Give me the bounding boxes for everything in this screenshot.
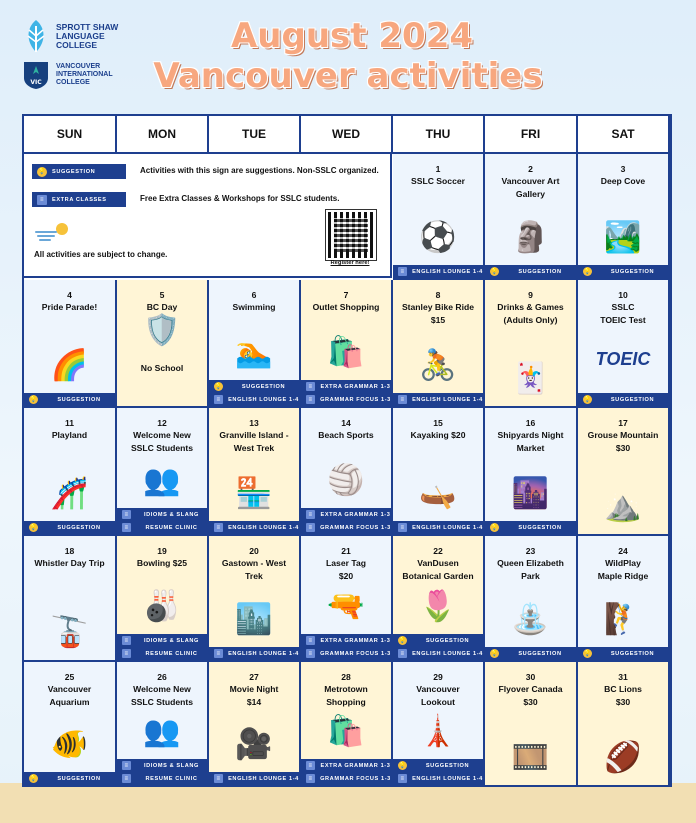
qr-code[interactable]	[326, 210, 376, 260]
class-tag	[117, 508, 207, 521]
class-tag	[117, 647, 207, 660]
lightbulb-icon: 💡	[29, 525, 38, 531]
tag-label: ENGLISH LOUNGE 1-4	[228, 524, 299, 531]
tag-label: ENGLISH LOUNGE 1-4	[412, 268, 483, 275]
activity-label: Vancouver Art	[501, 176, 560, 186]
document-icon: ≡	[122, 774, 131, 783]
tag-label: SUGGESTION	[425, 637, 470, 644]
document-icon: ≡	[306, 382, 315, 391]
tag-label: GRAMMAR FOCUS 1-3	[320, 524, 391, 531]
tag-label: ENGLISH LOUNGE 1-4	[412, 775, 483, 782]
activity-label: WildPlay	[605, 558, 641, 568]
class-tag	[393, 647, 483, 660]
document-icon: ≡	[306, 636, 315, 645]
tag-label: ENGLISH LOUNGE 1-4	[412, 396, 483, 403]
lightbulb-icon: 💡	[490, 651, 499, 657]
weekday-fri: FRI	[485, 116, 578, 154]
day-cell-11[interactable]	[24, 408, 117, 536]
day-number: 12	[157, 418, 167, 428]
activity-label: Queen Elizabeth	[497, 558, 564, 568]
activity-detail: SSLC Students	[130, 443, 194, 453]
class-tag	[117, 521, 207, 534]
class-tag	[393, 393, 483, 406]
activity-label: Welcome New	[133, 684, 191, 694]
day-cell-18[interactable]	[24, 536, 117, 662]
class-tag	[301, 647, 391, 660]
activity-image: 🚡	[50, 616, 89, 649]
tag-label: SUGGESTION	[610, 268, 655, 275]
day-number: 18	[64, 546, 75, 556]
class-tag	[301, 634, 391, 647]
document-icon: ≡	[122, 510, 131, 519]
activity-detail: Market	[516, 443, 545, 453]
tag-label: ENGLISH LOUNGE 1-4	[412, 650, 483, 657]
suggestion-tag	[485, 521, 576, 534]
day-cell-19[interactable]	[117, 536, 209, 662]
document-icon: ≡	[398, 395, 407, 404]
activity-label: SSLC	[611, 302, 635, 312]
activity-image: 🌆	[511, 477, 550, 510]
suggestion-tag	[24, 393, 115, 406]
activity-image: 🌈	[50, 349, 89, 382]
activity-detail: $30	[615, 697, 631, 707]
day-cell-1[interactable]	[393, 154, 485, 280]
activity-label: Stanley Bike Ride	[401, 302, 475, 312]
activity-image: 🌷	[419, 590, 457, 623]
day-number: 29	[433, 672, 443, 682]
activity-image: 🐠	[50, 728, 89, 761]
activity-image: 🧗	[604, 603, 642, 636]
activity-image: 👥	[143, 464, 181, 497]
activity-image: 👥	[143, 715, 181, 748]
day-cell-9[interactable]	[485, 280, 578, 408]
document-icon: ≡	[306, 649, 315, 658]
day-number: 20	[249, 546, 259, 556]
activity-image: 🛍️	[327, 336, 365, 369]
activity-image: 🛍️	[327, 715, 365, 748]
document-icon: ≡	[398, 267, 407, 276]
tag-label: GRAMMAR FOCUS 1-3	[320, 396, 391, 403]
day-number: 19	[157, 546, 167, 556]
activity-image: TOEIC	[595, 349, 651, 369]
activity-label: Kayaking $20	[410, 430, 466, 440]
vic-name: VANCOUVER INTERNATIONAL COLLEGE	[56, 63, 113, 86]
suggestion-tag	[578, 393, 668, 406]
lightbulb-icon: 💡	[214, 384, 223, 390]
legend-change-note: All activities are subject to change.	[34, 250, 168, 259]
weekday-mon: MON	[117, 116, 209, 154]
suggestion-tag	[24, 521, 115, 534]
tag-label: GRAMMAR FOCUS 1-3	[320, 650, 391, 657]
class-tag	[301, 772, 391, 785]
activity-label: Grouse Mountain	[587, 430, 659, 440]
activity-image: 🏈	[604, 741, 642, 774]
activity-label: Swimming	[232, 302, 276, 312]
activity-label: Outlet Shopping	[312, 302, 380, 312]
class-tag	[301, 521, 391, 534]
document-icon: ≡	[214, 774, 223, 783]
activity-detail: Lookout	[421, 697, 455, 707]
activity-label: Pride Parade!	[41, 302, 98, 312]
day-number: 14	[341, 418, 351, 428]
document-icon: ≡	[37, 195, 47, 205]
class-tag	[209, 647, 299, 660]
day-cell-25[interactable]	[24, 662, 117, 787]
activity-image: 🏊	[235, 336, 273, 369]
activity-image: 🎞️	[511, 741, 550, 774]
day-number: 10	[618, 290, 628, 300]
tag-label: ENGLISH LOUNGE 1-4	[228, 396, 299, 403]
suggestion-tag	[485, 647, 576, 660]
title-subtitle: Vancouver activities	[153, 56, 543, 96]
activity-detail: TOEIC Test	[600, 315, 646, 325]
tag-label: SUGGESTION	[518, 650, 562, 657]
tag-label: SUGGESTION	[518, 268, 562, 275]
activity-label: Vancouver	[47, 684, 92, 694]
title-month: August 2024	[230, 16, 474, 56]
document-icon: ≡	[306, 774, 315, 783]
day-cell-5[interactable]	[117, 280, 209, 408]
activity-detail: Maple Ridge	[597, 571, 649, 581]
tag-label: EXTRA GRAMMAR 1-3	[320, 762, 391, 769]
activity-detail: Aquarium	[49, 697, 90, 707]
day-cell-7[interactable]	[301, 280, 393, 408]
tag-label: SUGGESTION	[610, 396, 655, 403]
activity-label: Laser Tag	[326, 558, 366, 568]
day-number: 5	[159, 290, 165, 300]
tag-label: SUGGESTION	[57, 775, 101, 782]
activity-detail: No School	[140, 363, 184, 373]
suggestion-tag	[24, 772, 115, 785]
activity-label: Deep Cove	[600, 176, 646, 186]
day-cell-30[interactable]	[485, 662, 578, 787]
svg-text:VIC: VIC	[30, 79, 42, 86]
document-icon: ≡	[306, 761, 315, 770]
activity-label: VanDusen	[417, 558, 459, 568]
day-cell-12[interactable]	[117, 408, 209, 536]
activity-image: 🗼	[419, 715, 457, 748]
lightbulb-icon: 💡	[29, 397, 38, 403]
document-icon: ≡	[398, 774, 407, 783]
register-link[interactable]: Register here!	[330, 260, 370, 266]
day-number: 16	[525, 418, 536, 428]
day-cell-2[interactable]	[485, 154, 578, 280]
day-cell-16[interactable]	[485, 408, 578, 536]
day-number: 11	[64, 418, 75, 428]
activity-image: 🛡️	[143, 314, 181, 347]
day-number: 7	[343, 290, 349, 300]
activity-detail: (Adults Only)	[503, 315, 558, 325]
activity-image: 🗿	[511, 221, 550, 254]
class-tag	[209, 521, 299, 534]
day-number: 3	[620, 164, 626, 174]
document-icon: ≡	[398, 523, 407, 532]
activity-label: Welcome New	[133, 430, 191, 440]
activity-detail: $20	[338, 571, 354, 581]
day-number: 22	[433, 546, 443, 556]
tag-label: SUGGESTION	[57, 396, 101, 403]
document-icon: ≡	[122, 636, 131, 645]
suggestion-tag	[485, 265, 576, 278]
document-icon: ≡	[122, 649, 131, 658]
day-number: 6	[251, 290, 257, 300]
activity-label: Shipyards Night	[497, 430, 564, 440]
activity-detail: $30	[615, 443, 631, 453]
document-icon: ≡	[122, 523, 131, 532]
suggestion-tag	[209, 380, 299, 393]
class-tag	[301, 393, 391, 406]
day-number: 17	[618, 418, 628, 428]
class-tag	[301, 380, 391, 393]
suggestion-tag	[578, 647, 668, 660]
weekday-thu: THU	[393, 116, 485, 154]
tag-label: SUGGESTION	[518, 524, 562, 531]
lightbulb-icon: 💡	[37, 167, 47, 177]
activity-label: Playland	[51, 430, 88, 440]
tag-label: ENGLISH LOUNGE 1-4	[228, 650, 299, 657]
activity-image: 🃏	[511, 362, 550, 395]
tag-label: IDIOMS & SLANG	[143, 637, 199, 644]
lightbulb-icon: 💡	[398, 638, 407, 644]
day-number: 31	[618, 672, 628, 682]
class-tag	[117, 634, 207, 647]
activity-image: 🛶	[419, 477, 457, 510]
day-number: 8	[435, 290, 441, 300]
tag-label: EXTRA GRAMMAR 1-3	[320, 511, 391, 518]
activity-label: Flyover Canada	[498, 684, 563, 694]
activity-detail: Botanical Garden	[402, 571, 474, 581]
lightbulb-icon: 💡	[490, 525, 499, 531]
lightbulb-icon: 💡	[583, 651, 592, 657]
activity-image: 🚴	[419, 349, 457, 382]
tag-label: RESUME CLINIC	[145, 524, 198, 531]
activity-detail: $14	[246, 697, 262, 707]
weekday-wed: WED	[301, 116, 393, 154]
class-tag	[393, 772, 483, 785]
day-cell-27[interactable]	[209, 662, 301, 787]
day-cell-23[interactable]	[485, 536, 578, 662]
beach-sand	[0, 783, 696, 823]
day-number: 23	[525, 546, 536, 556]
day-cell-21[interactable]	[301, 536, 393, 662]
activity-image: 🎥	[235, 728, 273, 761]
class-tag	[301, 508, 391, 521]
weekday-sat: SAT	[578, 116, 670, 154]
class-tag	[117, 772, 207, 785]
tag-label: GRAMMAR FOCUS 1-3	[320, 775, 391, 782]
day-number: 25	[64, 672, 75, 682]
calendar-grid	[22, 114, 672, 787]
lightbulb-icon: 💡	[583, 397, 592, 403]
tag-label: ENGLISH LOUNGE 1-4	[228, 775, 299, 782]
activity-detail: West Trek	[233, 443, 275, 453]
activity-label: Beach Sports	[318, 430, 374, 440]
day-cell-10[interactable]	[578, 280, 670, 408]
activity-detail: SSLC Students	[130, 697, 194, 707]
day-number: 13	[249, 418, 259, 428]
document-icon: ≡	[398, 649, 407, 658]
sprott-shaw-name: SPROTT SHAW LANGUAGE COLLEGE	[56, 21, 119, 50]
weekday-sun: SUN	[24, 116, 117, 154]
day-number: 2	[528, 164, 533, 174]
document-icon: ≡	[306, 510, 315, 519]
legend-box	[24, 154, 392, 278]
activity-label: Vancouver	[416, 684, 460, 694]
activity-detail: Gallery	[515, 189, 546, 199]
lightbulb-icon: 💡	[490, 269, 499, 275]
document-icon: ≡	[122, 761, 131, 770]
activity-label: SSLC Soccer	[411, 176, 465, 186]
day-number: 9	[528, 290, 533, 300]
class-tag	[209, 772, 299, 785]
legend-extra-text: Free Extra Classes & Workshops for SSLC students.	[140, 194, 340, 203]
activity-image: 🏞️	[604, 221, 642, 254]
activity-image: 🏪	[235, 477, 273, 510]
activity-label: Metrotown	[324, 684, 368, 694]
lightbulb-icon: 💡	[583, 269, 592, 275]
weather-icon	[34, 220, 72, 242]
lightbulb-icon: 💡	[398, 763, 407, 769]
legend-suggestion-text: Activities with this sign are suggestions. Non-SSLC organized.	[140, 166, 379, 175]
day-cell-14[interactable]	[301, 408, 393, 536]
tag-label: SUGGESTION	[57, 524, 101, 531]
day-number: 4	[67, 290, 72, 300]
day-cell-13[interactable]	[209, 408, 301, 536]
activity-image: 🎳	[143, 590, 181, 623]
weekday-tue: TUE	[209, 116, 301, 154]
activity-detail: Park	[521, 571, 540, 581]
activity-label: Movie Night	[229, 684, 279, 694]
activity-image: 🏙️	[235, 603, 273, 636]
activity-label: Bowling $25	[136, 558, 188, 568]
legend-suggestion-tag	[32, 164, 126, 179]
day-number: 24	[618, 546, 628, 556]
document-icon: ≡	[214, 395, 223, 404]
tag-label: IDIOMS & SLANG	[143, 511, 199, 518]
activity-label: Whistler Day Trip	[34, 558, 105, 568]
day-cell-17[interactable]	[578, 408, 670, 536]
activity-detail: Shopping	[326, 697, 366, 707]
day-number: 26	[157, 672, 167, 682]
tag-label: ENGLISH LOUNGE 1-4	[412, 524, 483, 531]
suggestion-tag	[393, 634, 483, 647]
day-cell-15[interactable]	[393, 408, 485, 536]
activity-image: ⛲	[511, 603, 550, 636]
day-cell-28[interactable]	[301, 662, 393, 787]
tag-label: IDIOMS & SLANG	[143, 762, 199, 769]
class-tag	[393, 521, 483, 534]
suggestion-tag	[578, 265, 668, 278]
class-tag	[209, 393, 299, 406]
day-cell-31[interactable]	[578, 662, 670, 787]
activity-image: ⛰️	[604, 490, 642, 523]
activity-image: 🎢	[50, 477, 89, 510]
activity-image: ⚽	[419, 221, 457, 254]
activity-label: Drinks & Games	[497, 302, 564, 312]
day-cell-3[interactable]	[578, 154, 670, 280]
activity-label: Gastown - West	[221, 558, 287, 568]
legend-suggestion-label: SUGGESTION	[52, 168, 96, 175]
class-tag	[117, 759, 207, 772]
day-number: 28	[341, 672, 351, 682]
document-icon: ≡	[214, 523, 223, 532]
tag-label: EXTRA GRAMMAR 1-3	[320, 383, 391, 390]
activity-detail: $30	[523, 697, 538, 707]
day-number: 15	[433, 418, 443, 428]
document-icon: ≡	[306, 523, 315, 532]
day-cell-29[interactable]	[393, 662, 485, 787]
day-number: 1	[435, 164, 441, 174]
tag-label: RESUME CLINIC	[145, 775, 198, 782]
tag-label: SUGGESTION	[425, 762, 470, 769]
day-number: 27	[249, 672, 259, 682]
day-cell-4[interactable]	[24, 280, 117, 408]
day-number: 30	[525, 672, 536, 682]
suggestion-tag	[393, 759, 483, 772]
tag-label: SUGGESTION	[610, 650, 655, 657]
activity-label: BC Lions	[604, 684, 642, 694]
legend-extra-label: EXTRA CLASSES	[52, 196, 107, 203]
day-number: 21	[341, 546, 351, 556]
activity-detail: $15	[430, 315, 446, 325]
class-tag	[301, 759, 391, 772]
day-cell-26[interactable]	[117, 662, 209, 787]
document-icon: ≡	[306, 395, 315, 404]
legend-extra-tag	[32, 192, 126, 207]
tag-label: RESUME CLINIC	[145, 650, 198, 657]
day-cell-20[interactable]	[209, 536, 301, 662]
activity-label: BC Day	[146, 302, 178, 312]
day-cell-8[interactable]	[393, 280, 485, 408]
activity-detail: Trek	[245, 571, 263, 581]
activity-label: Granville Island -	[219, 430, 289, 440]
activity-image: 🏐	[327, 464, 365, 497]
day-cell-24[interactable]	[578, 536, 670, 662]
document-icon: ≡	[214, 649, 223, 658]
tag-label: SUGGESTION	[241, 383, 286, 390]
activity-image: 🔫	[327, 590, 365, 623]
day-cell-22[interactable]	[393, 536, 485, 662]
tag-label: EXTRA GRAMMAR 1-3	[320, 637, 391, 644]
class-tag	[393, 265, 483, 278]
lightbulb-icon: 💡	[29, 776, 38, 782]
day-cell-6[interactable]	[209, 280, 301, 408]
